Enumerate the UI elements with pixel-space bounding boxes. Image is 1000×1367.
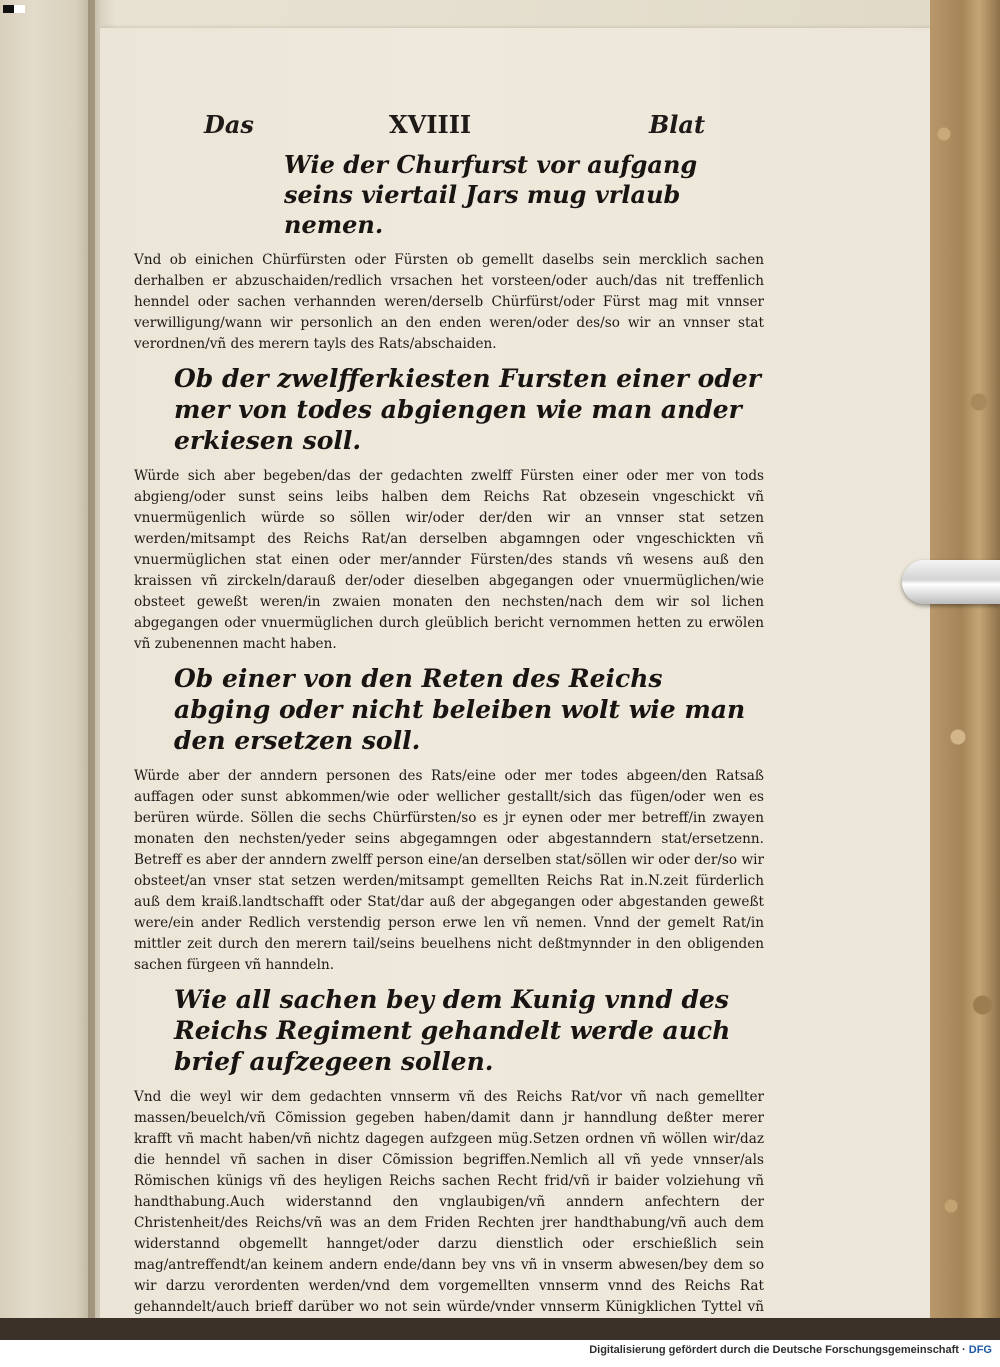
marbled-cover: [930, 0, 1000, 1340]
scan-bottom-edge: [0, 1318, 1000, 1340]
section-heading-4: Wie all sachen bey dem Kunig vnnd des Reichs Regiment gehandelt werde auch brief aufzegeen sollen.: [174, 985, 731, 1076]
header-left: Das: [204, 110, 254, 139]
section-text-1: Vnd ob einichen Chürfürsten oder Fürsten ob gemellt daselbs sein mercklich sachen derhalben er abzuschaiden/redlich vrsachen het vorsteen/oder auch/das nit treffenlich henndel oder sachen verhannden weren/derselb Chürfürst/oder Fürst mag mit vnnser verwilligung/wann wir personlich an den enden weren/oder des/so wir an vnnser stat verordnen/vñ des merern tayls des Rats/abschaiden.: [134, 252, 764, 352]
section-heading-2: Ob der zwelfferkiesten Fursten einer oder mer von todes abgiengen wie man ander erkiesen soll.: [174, 364, 761, 455]
digitization-credit: [589, 1344, 992, 1356]
section-text-4: Vnd die weyl wir dem gedachten vnnserm vñ des Reichs Rat/vor vñ nach gemellter massen/beuelch/vñ Cõmission gegeben haben/damit dann jr hanndlung deßter merer krafft vñ macht haben/vñ nichtz dagegen aufzgeen müg.Setzen ordnen vñ wöllen wir/daz die henndel vñ sachen in diser Cõmission begriffen.Nemlich all vñ yede vnnser/als Römischen künigs vñ des heyligen Reichs sachen Recht frid/vñ ir baider volziehung vñ handthabung.Auch widerstannd den vnglaubigen/vñ anndern anfechtern der Christenheit/des Reichs/vñ was an dem Friden Rechten jrer handthabung/vñ auch dem widerstannd obgemellt hannget/oder darzu dienstlich oder erschießlich sein mag/antreffendt/an keinem andern ende/dann bey vns vñ in vnserm abwesen/bey dem so wir darzu verordenten werden/vnd dem vorgemellten vnnserm vnnd des Reichs Rat gehanndelt/auch brieff darüber wo not sein würde/vnder vnnserm Künigklichen Tyttel vñ: [134, 1089, 764, 1315]
section-heading-3: Ob einer von den Reten des Reichs abging oder nicht beleiben wolt wie man den ersetzen soll.: [174, 664, 746, 755]
section-heading-1: Wie der Churfurst vor aufgang seins viertail Jars mug vrlaub nemen.: [284, 150, 698, 239]
section-text-2: Würde sich aber begeben/das der gedachten zwelff Fürsten einer oder mer von tods abgieng/oder sunst seins leibs halben dem Reichs Rat obzesein vngeschickt vñ vnuermügenlich würde so söllen wir/oder der/den wir an vnnser stat setzen werden/mitsampt des Reichs Rat/an derselben abgamngen oder vngeschickten vñ vnuermüglichen stat einen oder mer/annder Fürsten/des stands vñ wesens auß den kraissen vñ zirckeln/darauß der/oder dieselben abgegangen oder vnuermüglichen/wie obsteet geweßt weren/in zwaien monaten den nechsten/nach dem wir sol lichen abgegangen oder vnuermüglichen durch gleüblich bericht vernommen hetten zu erwölen vñ zubenennen macht haben.: [134, 468, 764, 652]
scan-calibration-mark: [3, 5, 25, 13]
left-page-edge: [0, 0, 95, 1340]
credit-text: Digitalisierung gefördert durch die Deutsche Forschungsgemeinschaft ·: [589, 1344, 966, 1356]
book-clip: [902, 560, 1000, 604]
running-header: [134, 110, 764, 146]
dfg-logo: DFG: [968, 1344, 992, 1356]
section-text-3: Würde aber der anndern personen des Rats/eine oder mer todes abgeen/den Ratsaß auffagen oder sunst abkommen/wie oder wellicher gestallt/sich das fügen/oder wen es berüren würde. Söllen die sechs Chürfürsten/so es jr eynen oder mer betreff/in zwayen monaten den nechsten/yeder seins abgegamngen oder abgestanndern stat/ersetzenn. Betreff es aber der anndern zwelff person eine/an derselben stat/söllen wir oder der/so wir obsteet/an vnser stat setzen werden/mitsampt gemellten Reichs Rat in.N.zeit fürderlich auß dem kraiß.landtschafft oder Stat/dar auß der abgegangen oder abgestanden geweßt were/ein ander Redlich verstendig person erwe len vñ nemen. Vnnd der gemelt Rat/in mittler zeit durch den merern tail/seins beuelhens nicht deßtmynnder in den obligenden sachen fürgeen vñ hanndeln.: [134, 768, 764, 973]
page-text: [134, 110, 764, 1340]
header-right: Blat: [649, 110, 706, 139]
folio-number: XVIIII: [389, 110, 472, 139]
